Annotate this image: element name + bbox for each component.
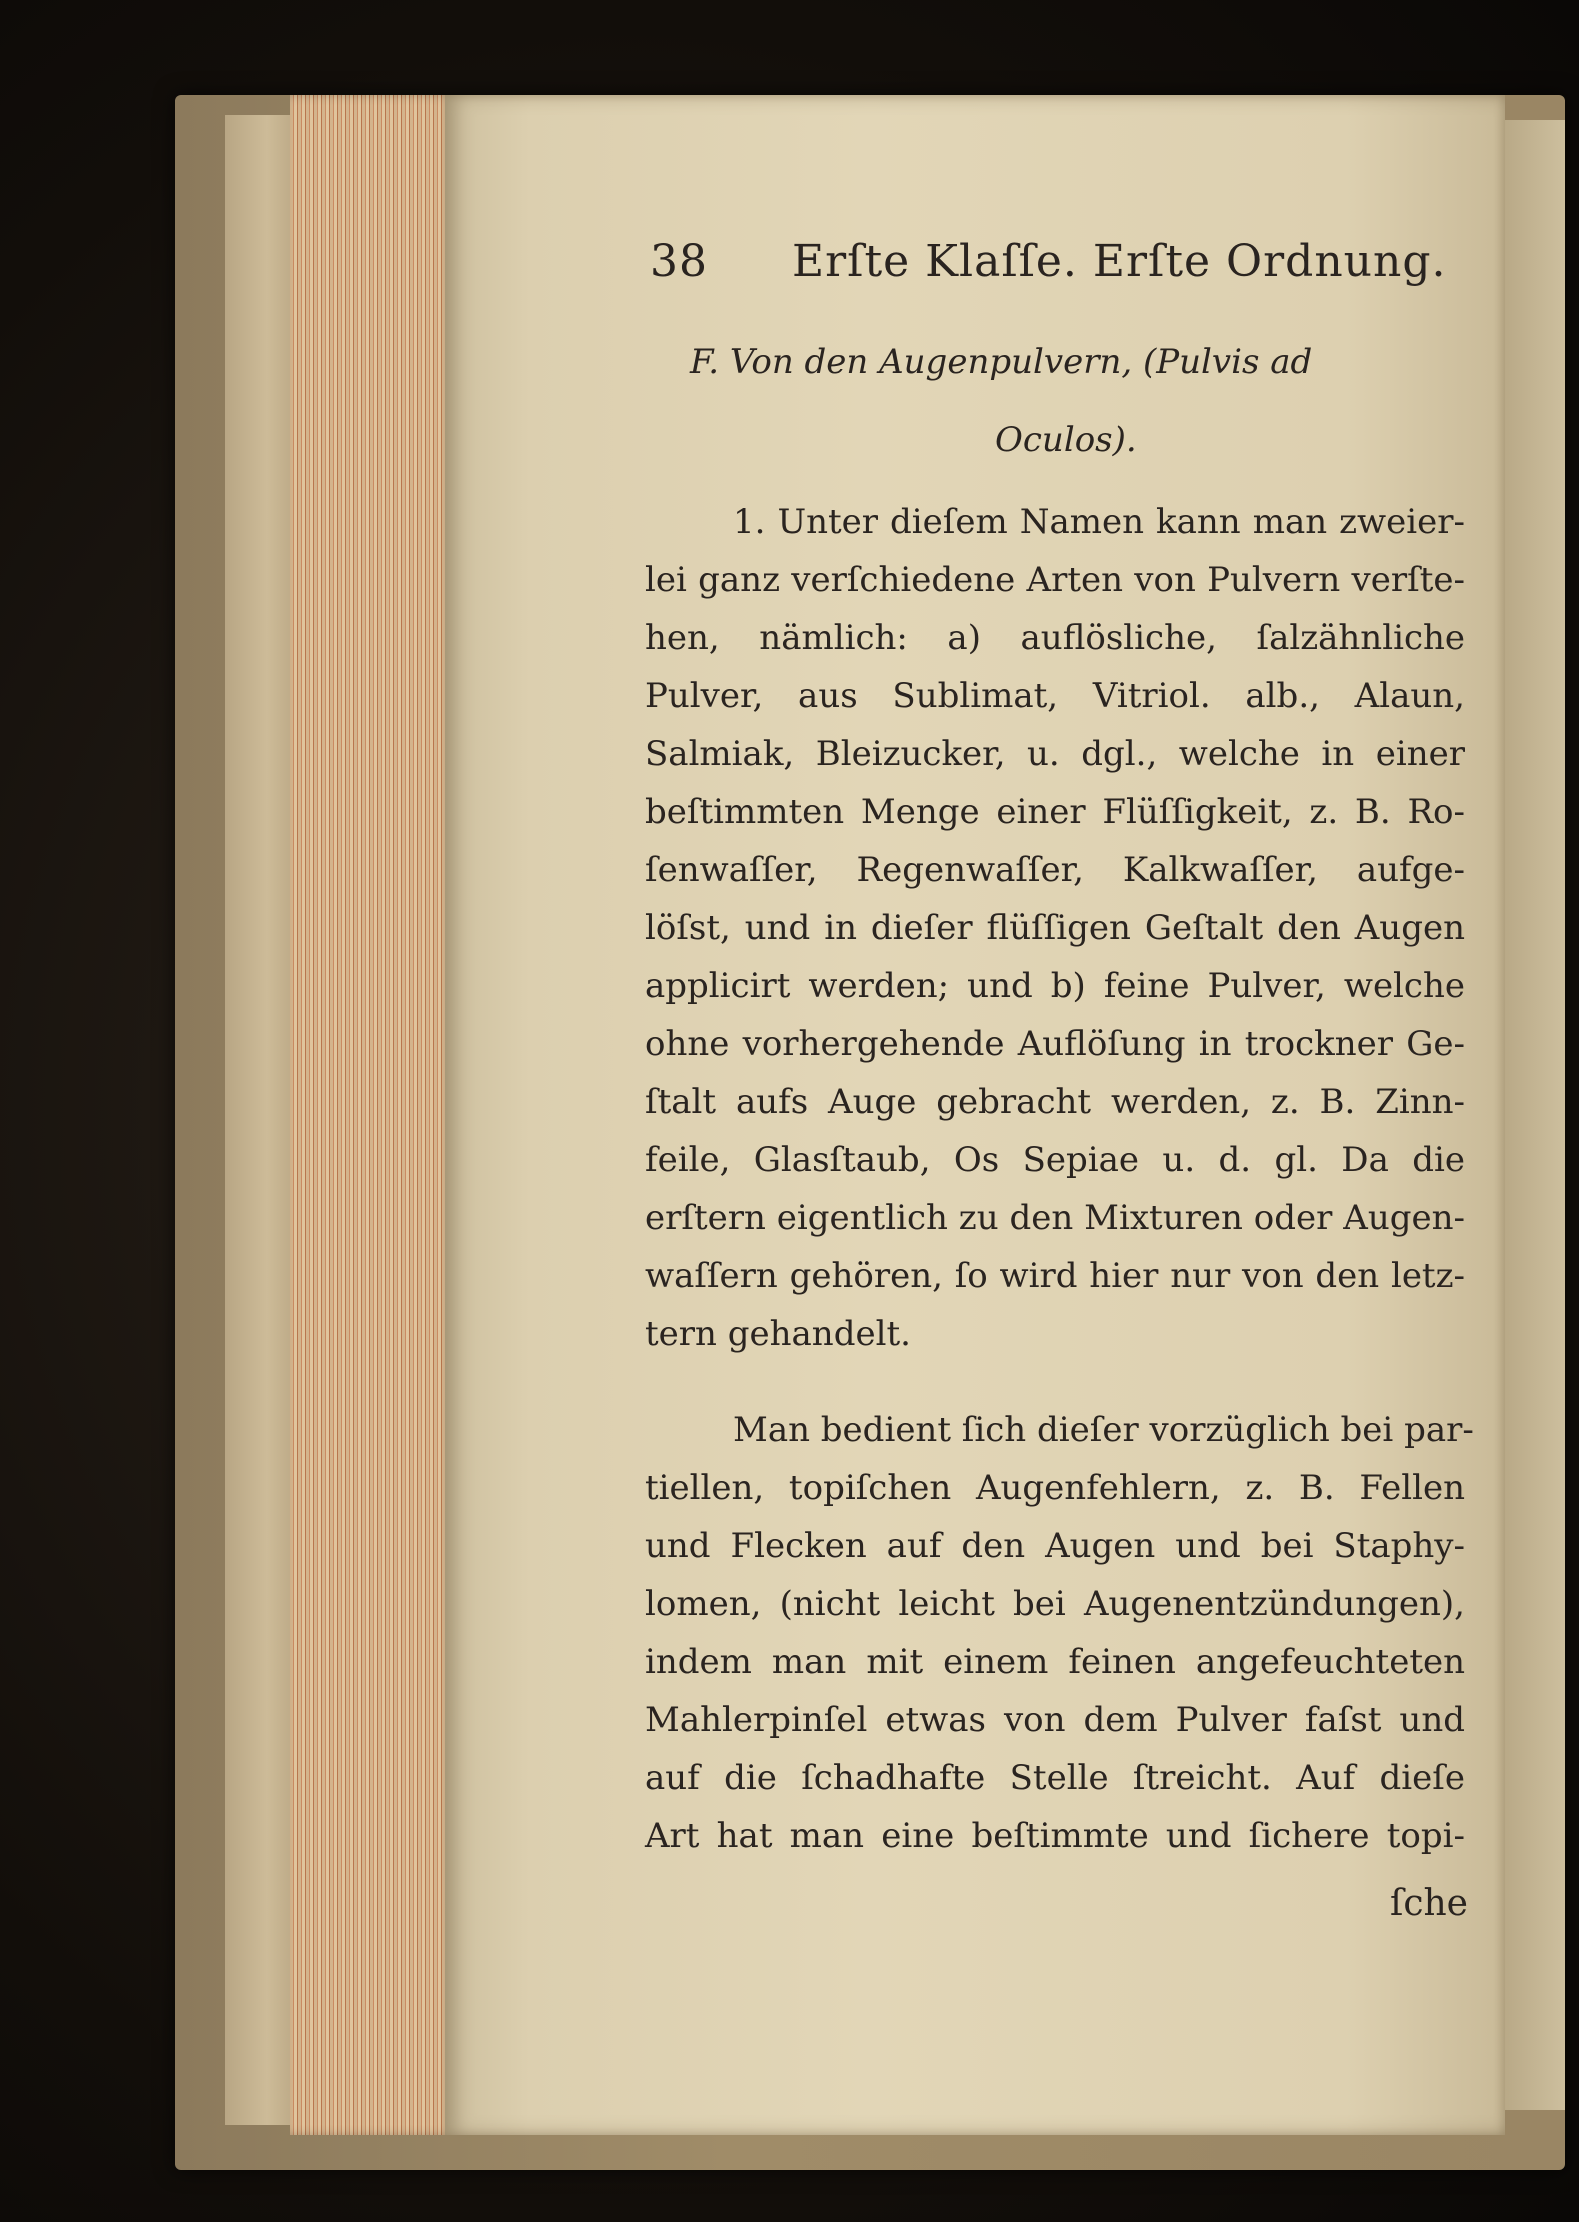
- text-line: auf die ſchadhafte Stelle ſtreicht. Auf dieſe: [645, 1758, 1465, 1798]
- text-line: löſst, und in dieſer flüſſigen Geſtalt den Augen: [645, 908, 1465, 948]
- section-heading-line-2: Oculos).: [995, 420, 1137, 460]
- page-edges: [290, 95, 455, 2135]
- text-line: applicirt werden; und b) feine Pulver, welche: [645, 966, 1465, 1006]
- catchword: ſche: [1390, 1883, 1468, 1924]
- text-line: indem man mit einem feinen angefeuchteten: [645, 1642, 1465, 1682]
- text-line: tiellen, topiſchen Augenfehlern, z. B. Fellen: [645, 1468, 1465, 1508]
- page-number: 38: [650, 236, 708, 287]
- text-line: erſtern eigentlich zu den Mixturen oder Augen-: [645, 1198, 1465, 1238]
- text-line: 1. Unter dieſem Namen kann man zweier-: [733, 502, 1465, 542]
- section-heading-line-1: F. Von den Augenpulvern, (Pulvis ad: [690, 342, 1313, 382]
- text-line: ohne vorhergehende Auflöſung in trockner Ge-: [645, 1024, 1465, 1064]
- text-line: Pulver, aus Sublimat, Vitriol. alb., Alaun,: [645, 676, 1465, 716]
- text-line: Salmiak, Bleizucker, u. dgl., welche in einer: [645, 734, 1465, 774]
- text-line: Man bedient ſich dieſer vorzüglich bei par-: [733, 1410, 1474, 1450]
- text-line: Art hat man eine beſtimmte und ſichere topi-: [645, 1816, 1465, 1856]
- text-line: lomen, (nicht leicht bei Augenentzündungen),: [645, 1584, 1465, 1624]
- text-line: feile, Glasſtaub, Os Sepiae u. d. gl. Da die: [645, 1140, 1465, 1180]
- text-line: tern gehandelt.: [645, 1314, 911, 1354]
- text-line: und Flecken auf den Augen und bei Staphy-: [645, 1526, 1465, 1566]
- text-line: ſtalt aufs Auge gebracht werden, z. B. Zinn-: [645, 1082, 1465, 1122]
- text-line: Mahlerpinſel etwas von dem Pulver faſst und: [645, 1700, 1465, 1740]
- text-line: beſtimmten Menge einer Flüſſigkeit, z. B. Ro-: [645, 792, 1465, 832]
- text-line: waſſern gehören, ſo wird hier nur von den letz-: [645, 1256, 1465, 1296]
- text-line: lei ganz verſchiedene Arten von Pulvern verſte-: [645, 560, 1465, 600]
- text-line: ſenwaſſer, Regenwaſſer, Kalkwaſſer, aufge-: [645, 850, 1465, 890]
- text-line: hen, nämlich: a) auflösliche, ſalzähnliche: [645, 618, 1465, 658]
- facing-page-edge: [1505, 120, 1565, 2110]
- endpaper: [225, 115, 295, 2125]
- running-head: Erſte Klaſſe. Erſte Ordnung.: [792, 236, 1447, 287]
